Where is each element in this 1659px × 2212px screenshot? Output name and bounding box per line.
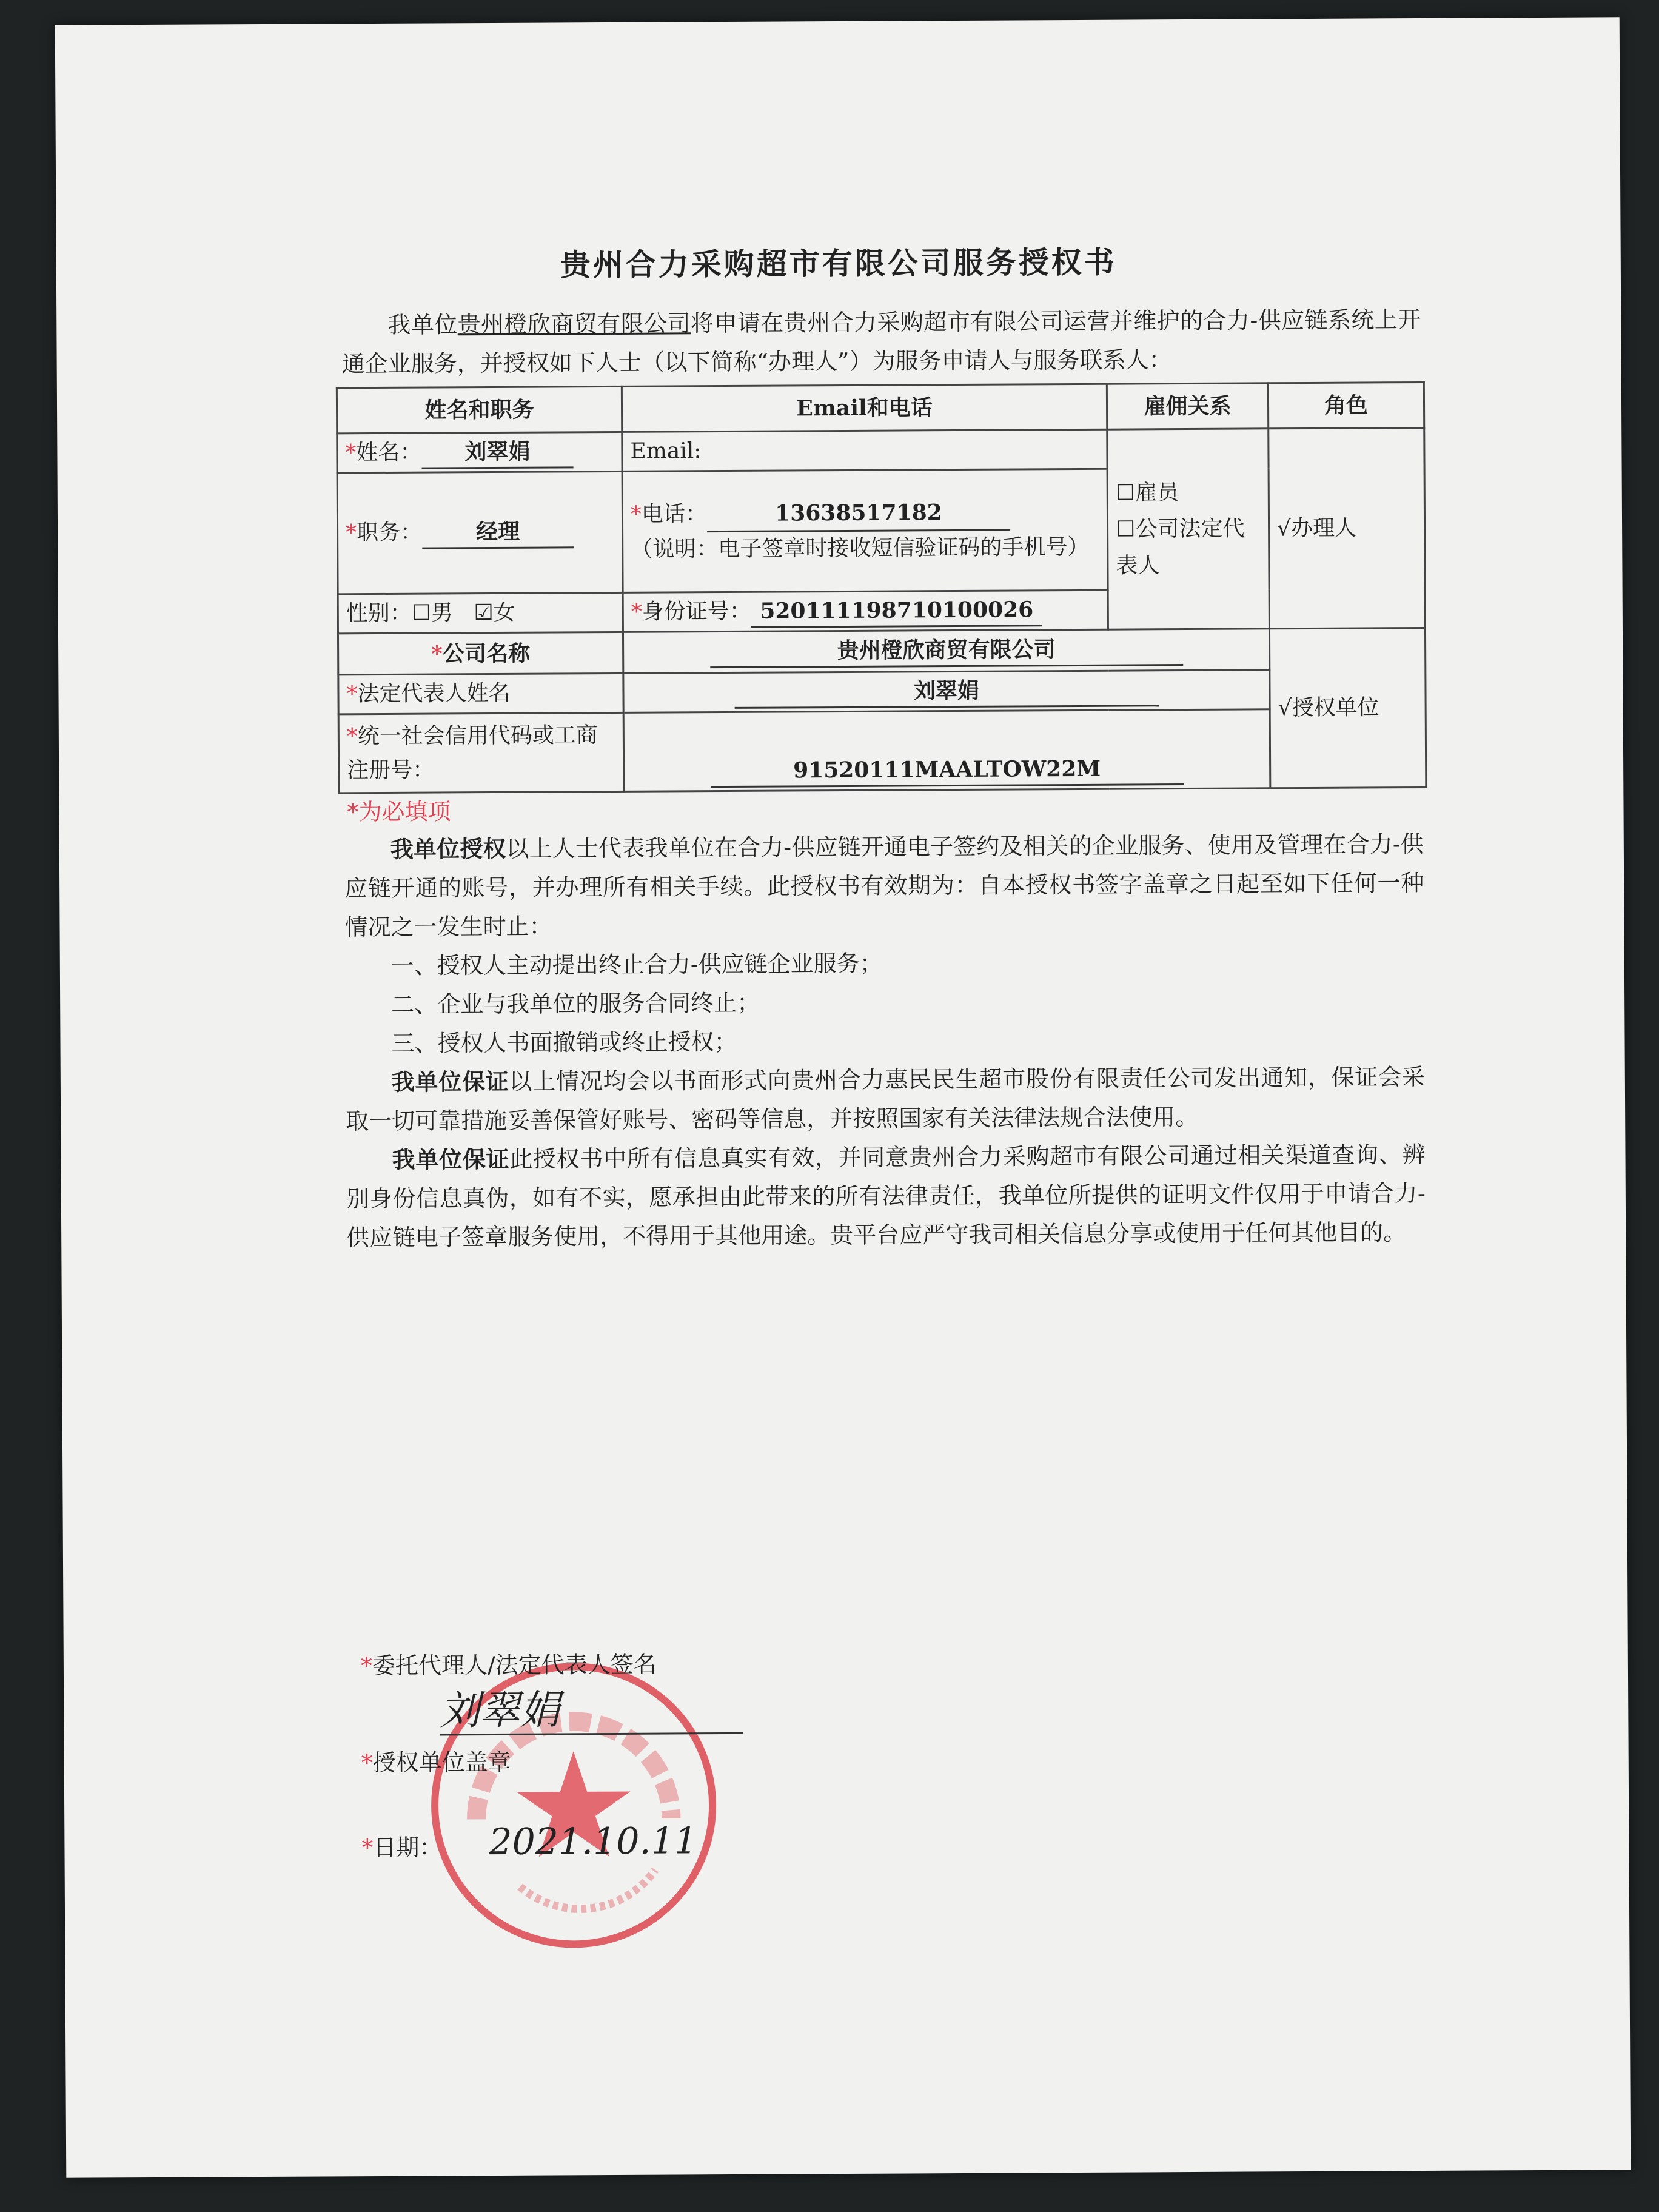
intro-paragraph [335,300,1421,383]
position-cell: *职务： 经理 [337,471,623,594]
date-label: *日期： [361,1834,443,1862]
authorization-table [336,381,1427,794]
phone-note: （说明：电子签章时接收短信验证码的手机号） [631,534,1090,562]
company-value: 贵州橙欣商贸有限公司 [710,634,1183,668]
phone-value: 13638517182 [707,495,1010,533]
email-cell: Email: [622,429,1107,471]
name-value: 刘翠娟 [421,436,573,469]
seal-label: *授权单位盖章 [361,1748,511,1777]
document-page [55,17,1631,2177]
intro-rest: 将申请在贵州合力采购超市有限公司运营并维护的合力-供应链系统上开通企业服务，并授权如下人士（以下简称“办理人”）为服务申请人与服务联系人： [341,306,1421,378]
employment-cell: ☐雇员 ☐公司法定代表人 [1107,429,1270,629]
id-cell: *身份证号： 520111198710100026 [623,590,1108,632]
paragraph-guarantee-2: 我单位保证此授权书中所有信息真实有效，并同意贵州合力采购超市有限公司通过相关渠道查询、辨别身份信息真伪，如有不实，愿承担由此带来的所有法律责任，我单位所提供的证明文件仅用于申请合力-供应链电子签章服务使用，不得用于其他用途。贵平台应严守我司相关信息分享或使用于任何其他目的。 [346,1141,1426,1252]
header-name-position: 姓名和职务 [337,386,622,433]
handwritten-date: 2021.10.11 [489,1820,698,1864]
phone-cell: *电话： 13638517182 （说明：电子签章时接收短信验证码的手机号） [622,469,1108,592]
paragraph-guarantee-1: 我单位保证以上情况均会以书面形式向贵州合力惠民民生超市股份有限责任公司发出通知，保证会采取一切可靠措施妥善保管好账号、密码等信息，并按照国家有关法律法规合法使用。 [346,1063,1425,1135]
legal-rep-value-cell [623,670,1270,713]
intro-prefix: 我单位 [387,311,458,338]
paragraph-item-3: 三、授权人书面撤销或终止授权； [391,1028,737,1057]
credit-code-value-cell [623,709,1270,792]
header-employment: 雇佣关系 [1107,383,1268,429]
legal-rep-label-cell: *法定代表人姓名 [338,673,623,714]
paragraph-item-2: 二、企业与我单位的服务合同终止； [391,989,760,1018]
role-unit-cell: √授权单位 [1269,628,1426,788]
required-note: *为必填项 [347,798,451,826]
position-value: 经理 [422,516,574,549]
credit-code-label-cell: *统一社会信用代码或工商注册号： [338,712,624,793]
intro-company: 贵州橙欣商贸有限公司 [457,310,691,338]
company-label-cell: *公司名称 [338,632,623,674]
document-title: 贵州合力采购超市有限公司服务授权书 [560,244,1117,283]
name-cell: *姓名： 刘翠娟 [337,432,622,472]
employment-employee: 雇员 [1134,480,1179,505]
document-body [335,300,1429,1257]
signature-label: *委托代理人/法定代表人签名 [360,1651,657,1680]
paragraph-authorization: 我单位授权以上人士代表我单位在合力-供应链开通电子签约及相关的企业服务、使用及管理在合力-供应链开通的账号，并办理所有相关手续。此授权书有效期为：自本授权书签字盖章之日起至如下任何一种情况之一发生时止： [344,830,1424,941]
handwritten-signature: 刘翠娟 [440,1686,743,1736]
header-email-phone: Email和电话 [622,384,1107,432]
role-agent-cell: √办理人 [1269,427,1426,628]
company-value-cell [623,629,1269,674]
gender-male-checkbox[interactable]: ☐ [411,600,432,626]
gender-cell: 性别：☐男 ☑女 [338,592,623,633]
employment-legal-rep: 公司法定代表人 [1116,516,1245,578]
header-role: 角色 [1268,382,1424,428]
id-value: 520111198710100026 [751,594,1042,628]
gender-female-checkbox[interactable]: ☑ [474,600,494,626]
legal-rep-value: 刘翠娟 [734,674,1159,709]
paragraph-item-1: 一、授权人主动提出终止合力-供应链企业服务； [390,950,883,979]
credit-code-value: 91520111MAALTOW22M [711,753,1184,788]
